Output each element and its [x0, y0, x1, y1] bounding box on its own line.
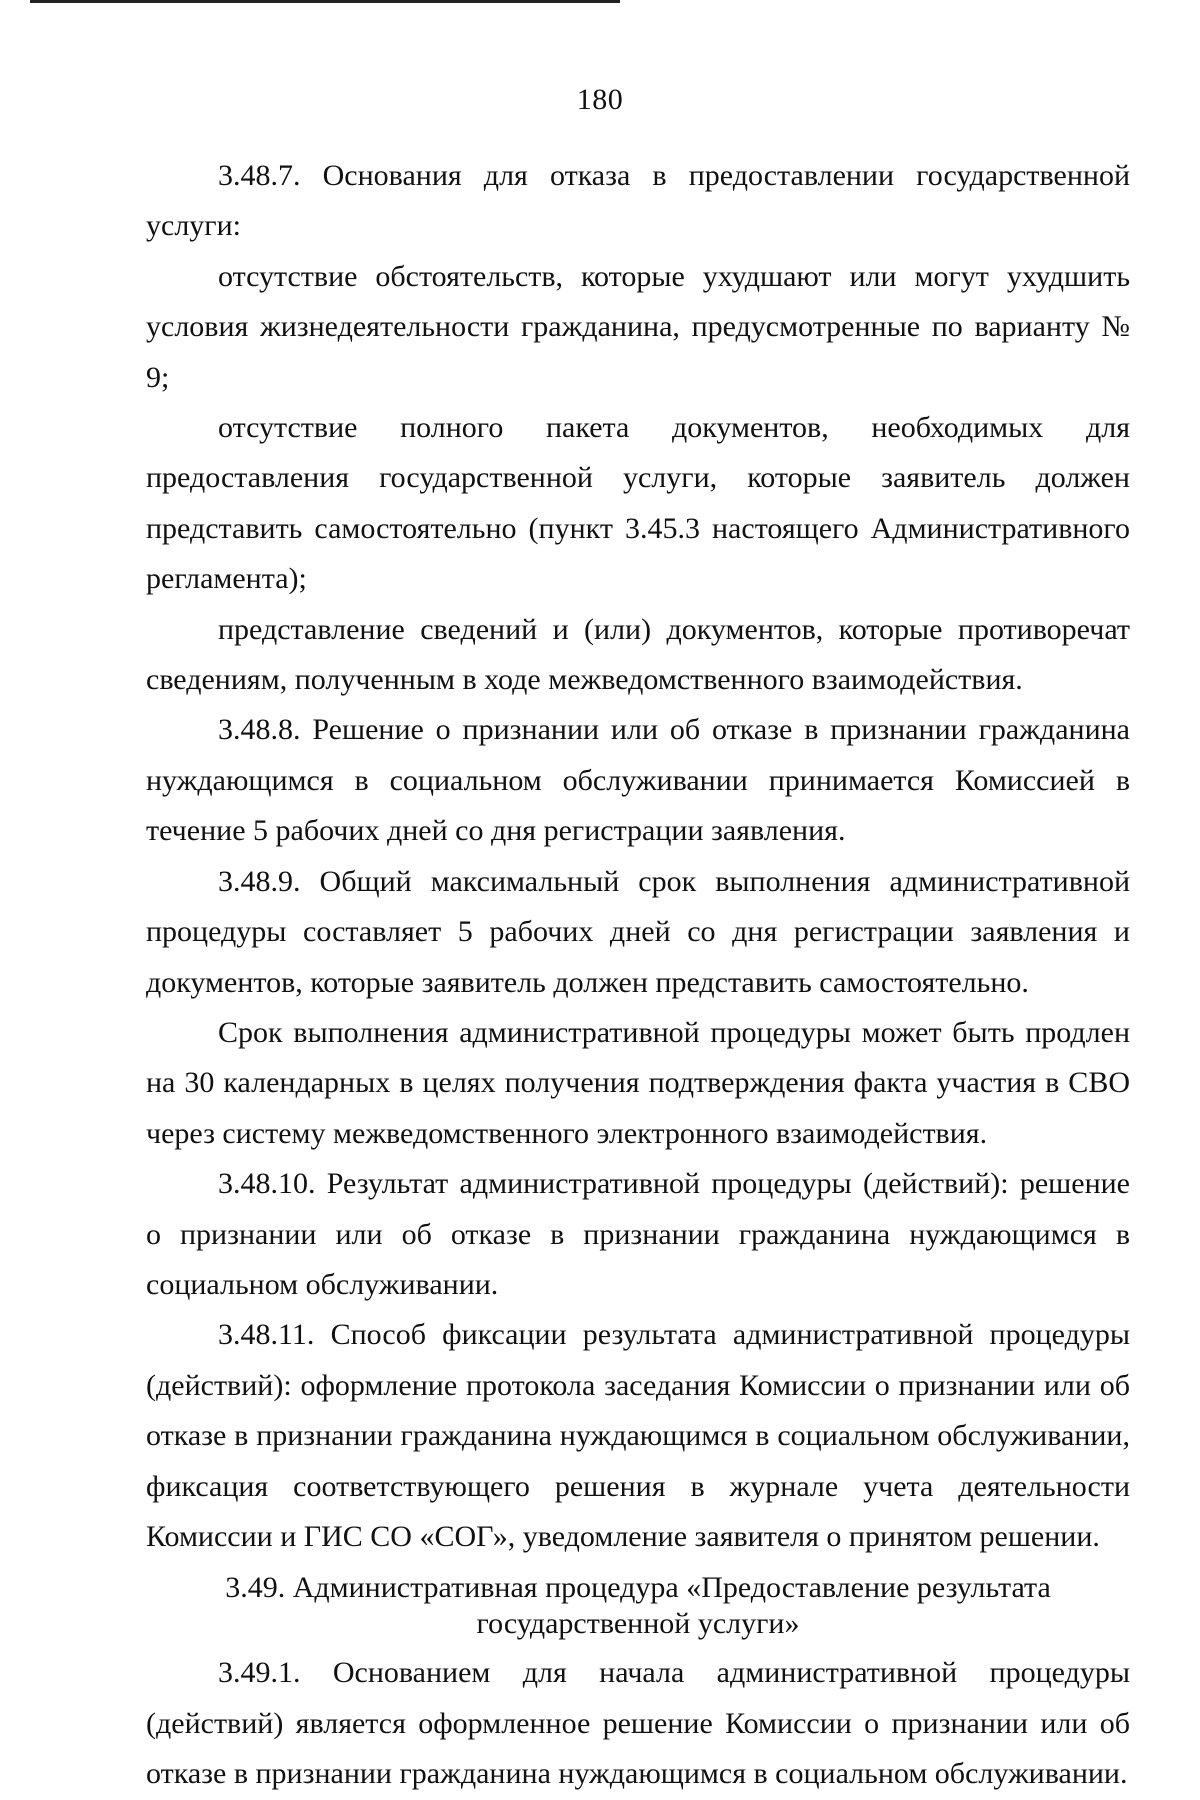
paragraph-3-48-7: 3.48.7. Основания для отказа в предоставлении государственной услуги:	[146, 159, 1130, 243]
document-body	[146, 151, 1130, 1800]
paragraph-3-48-9: 3.48.9. Общий максимальный срок выполнения административной процедуры составляет 5 рабочих дней со дня регистрации заявления и документов, которые заявитель должен представить самостоятельно.	[146, 864, 1130, 999]
paragraph-refusal-reason-1: отсутствие обстоятельств, которые ухудшают или могут ухудшить условия жизнедеятельности гражданина, предусмотренные по варианту № 9;	[146, 259, 1130, 394]
section-heading-3-49	[146, 1570, 1130, 1642]
page-number: 180	[576, 83, 624, 116]
section-heading-line-1: 3.49. Административная процедура «Предоставление результата	[225, 1571, 1051, 1605]
paragraph-3-48-11: 3.48.11. Способ фиксации результата административной процедуры (действий): оформление протокола заседания Комиссии о признании или об отказе в признании гражданина нуждающимся в социальном обслуживании, фиксация соответствующего решения в журнале учета деятельности Комиссии и ГИС СО «СОГ», уведомление заявителя о принятом решении.	[146, 1318, 1130, 1553]
paragraph-3-48-10: 3.48.10. Результат административной процедуры (действий): решение о признании или об отказе в признании гражданина нуждающимся в социальном обслуживании.	[146, 1167, 1130, 1301]
top-edge-rule	[30, 0, 620, 3]
paragraph-extension-term: Срок выполнения административной процедуры может быть продлен на 30 календарных в целях получения подтверждения факта участия в СВО через систему межведомственного электронного взаимодействия.	[146, 1015, 1130, 1150]
paragraph-refusal-reason-3: представление сведений и (или) документов, которые противоречат сведениям, полученным в ходе межведомственного взаимодействия.	[146, 612, 1130, 697]
paragraph-3-48-8: 3.48.8. Решение о признании или об отказе в признании гражданина нуждающимся в социальном обслуживании принимается Комиссией в течение 5 рабочих дней со дня регистрации заявления.	[146, 713, 1130, 848]
section-heading-line-2: государственной услуги»	[476, 1607, 800, 1641]
paragraph-3-49-1: 3.49.1. Основанием для начала административной процедуры (действий) является оформленное решение Комиссии о признании или об отказе в признании гражданина нуждающимся в социальном обслуживании.	[146, 1656, 1130, 1791]
paragraph-refusal-reason-2: отсутствие полного пакета документов, необходимых для предоставления государственной услуги, которые заявитель должен представить самостоятельно (пункт 3.45.3 настоящего Административного регламента);	[146, 411, 1130, 596]
